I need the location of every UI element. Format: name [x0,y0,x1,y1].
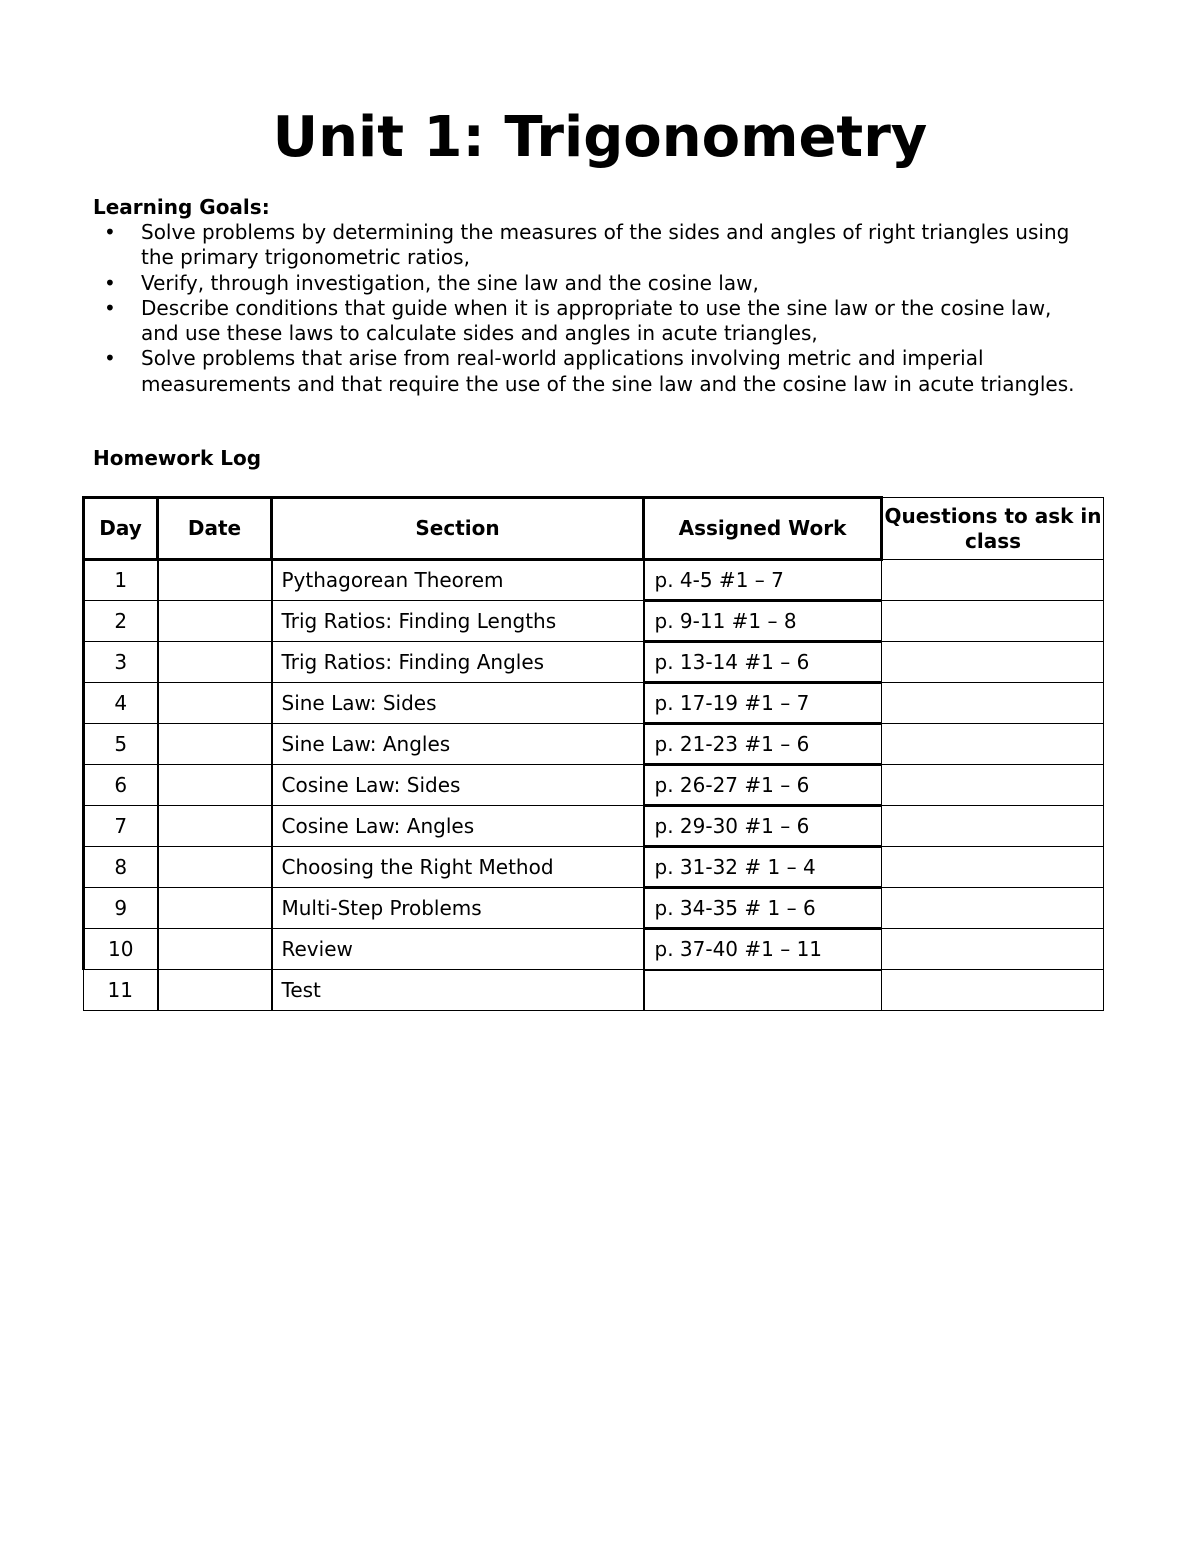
table-row [84,601,1104,642]
section-cell: Choosing the Right Method [272,847,644,888]
questions-cell [882,601,1104,642]
assigned-work-cell: p. 4-5 #1 – 7 [644,560,882,601]
date-cell [158,888,272,929]
table-row [84,970,1104,1011]
questions-cell [882,642,1104,683]
section-cell: Cosine Law: Sides [272,765,644,806]
date-cell [158,929,272,970]
table-row [84,724,1104,765]
table-row [84,847,1104,888]
section-cell: Test [272,970,644,1011]
questions-cell [882,724,1104,765]
day-cell: 6 [84,765,158,806]
day-cell: 4 [84,683,158,724]
date-cell [158,765,272,806]
day-cell: 9 [84,888,158,929]
date-cell [158,601,272,642]
day-cell: 5 [84,724,158,765]
table-header-row [84,498,1104,560]
learning-goals-list [93,220,1093,397]
table-row [84,642,1104,683]
day-cell: 10 [84,929,158,970]
bullet-icon: • [104,295,116,320]
date-cell [158,560,272,601]
table-row [84,560,1104,601]
questions-cell [882,560,1104,601]
homework-log-heading: Homework Log [93,446,262,470]
column-header-assigned-work: Assigned Work [644,498,882,560]
column-header-day: Day [84,498,158,560]
column-header-date: Date [158,498,272,560]
table-row [84,765,1104,806]
table-row [84,806,1104,847]
section-cell: Review [272,929,644,970]
bullet-icon: • [104,270,116,295]
day-cell: 8 [84,847,158,888]
section-cell: Pythagorean Theorem [272,560,644,601]
table-row [84,929,1104,970]
assigned-work-cell: p. 31-32 # 1 – 4 [644,847,882,888]
section-cell: Trig Ratios: Finding Angles [272,642,644,683]
questions-cell [882,847,1104,888]
bullet-icon: • [104,346,116,371]
day-cell: 11 [84,970,158,1011]
homework-log-table [82,496,1104,1011]
assigned-work-cell: p. 29-30 #1 – 6 [644,806,882,847]
day-cell: 2 [84,601,158,642]
assigned-work-cell: p. 13-14 #1 – 6 [644,642,882,683]
learning-goal-item: • Describe conditions that guide when it is appropriate to use the sine law or the cosine law, and use these laws to calculate sides and angles in acute triangles, [104,295,1052,346]
section-cell: Cosine Law: Angles [272,806,644,847]
day-cell: 1 [84,560,158,601]
assigned-work-cell: p. 21-23 #1 – 6 [644,724,882,765]
questions-cell [882,888,1104,929]
date-cell [158,847,272,888]
learning-goal-item: • Solve problems by determining the measures of the sides and angles of right triangles using the primary trigonometric ratios, [104,220,1070,270]
questions-cell [882,970,1104,1011]
column-header-section: Section [272,498,644,560]
assigned-work-cell [644,970,882,1011]
bullet-icon: • [104,220,116,244]
learning-goal-item: • Solve problems that arise from real-world applications involving metric and imperial measurements and that require the use of the sine law and the cosine law in acute triangles. [104,346,1075,396]
page-title: Unit 1: Trigonometry [272,105,928,170]
assigned-work-cell: p. 17-19 #1 – 7 [644,683,882,724]
questions-cell [882,806,1104,847]
date-cell [158,683,272,724]
table-row [84,683,1104,724]
questions-cell [882,683,1104,724]
learning-goals-heading: Learning Goals: [93,195,270,219]
section-cell: Multi-Step Problems [272,888,644,929]
day-cell: 3 [84,642,158,683]
section-cell: Trig Ratios: Finding Lengths [272,601,644,642]
assigned-work-cell: p. 34-35 # 1 – 6 [644,888,882,929]
date-cell [158,724,272,765]
assigned-work-cell: p. 9-11 #1 – 8 [644,601,882,642]
table-row [84,888,1104,929]
date-cell [158,642,272,683]
date-cell [158,806,272,847]
column-header-questions: Questions to ask in class [882,498,1104,560]
day-cell: 7 [84,806,158,847]
section-cell: Sine Law: Angles [272,724,644,765]
learning-goal-item: • Verify, through investigation, the sine law and the cosine law, [104,270,759,295]
assigned-work-cell: p. 26-27 #1 – 6 [644,765,882,806]
date-cell [158,970,272,1011]
section-cell: Sine Law: Sides [272,683,644,724]
assigned-work-cell: p. 37-40 #1 – 11 [644,929,882,970]
questions-cell [882,765,1104,806]
questions-cell [882,929,1104,970]
